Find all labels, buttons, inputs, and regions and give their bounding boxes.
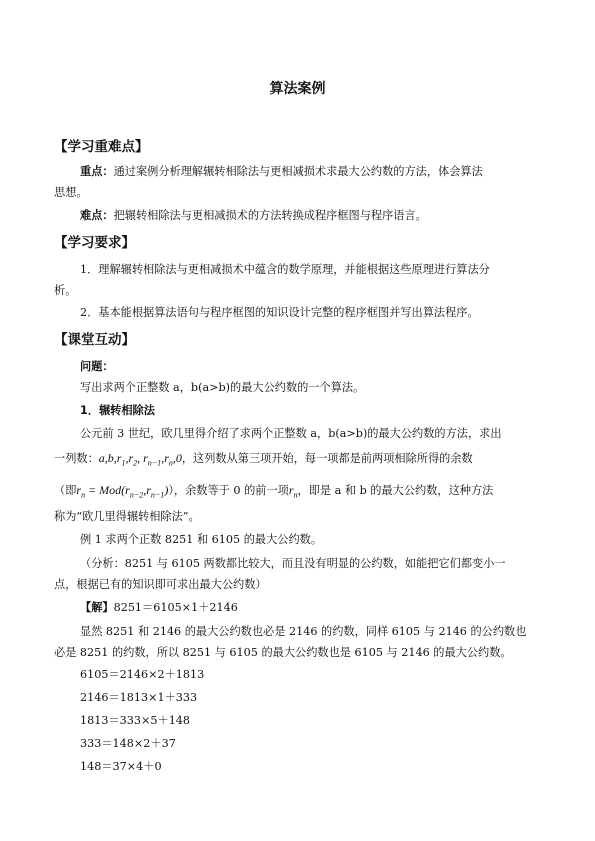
step-equation: 6105＝2146×2＋1813: [80, 668, 205, 681]
example-line: 例 1 求两个正数 8251 和 6105 的最大公约数。: [80, 533, 323, 546]
mod-formula: $r_n = Mod(r_{n-2},r_{n-1})$: [76, 483, 169, 500]
paragraph-line-2: [54, 450, 473, 471]
focus-label: 重点：: [80, 165, 114, 178]
page-title: 算法案例: [269, 81, 326, 97]
formula-suffix: ，即是 a 和 b 的最大公约数，这种方法: [297, 484, 494, 497]
analysis-line-1: （分析：8251 与 6105 两数都比较大，而且没有明显的公约数，如能把它们都变小一: [80, 557, 506, 570]
paragraph-line-4: 称为“欧几里得辗转相除法”。: [54, 510, 200, 523]
difficulty-line: [80, 208, 427, 224]
section-heading-interaction: 【课堂互动】: [54, 332, 135, 348]
focus-text: 通过案例分析理解辗转相除法与更相减损术求最大公约数的方法，体会算法: [113, 165, 483, 178]
focus-line: [80, 164, 483, 180]
focus-line-2: 思想。: [54, 186, 88, 199]
analysis-line-2: 点，根据已有的知识即可求出最大公约数）: [54, 578, 267, 591]
method-heading: 1．辗转相除法: [80, 404, 155, 417]
requirement-item-2: 2．基本能根据算法语句与程序框图的知识设计完整的程序框图并写出算法程序。: [80, 306, 479, 319]
requirement-item-1: 1．理解辗转相除法与更相减损术中蕴含的数学原理，并能根据这些原理进行算法分: [80, 263, 490, 276]
step-equation: 148＝37×4＋0: [80, 760, 162, 773]
section-heading-key-points: 【学习重难点】: [54, 139, 149, 155]
requirement-item-1-cont: 析。: [54, 284, 77, 297]
solution-line: [80, 600, 238, 616]
step-equation: 2146＝1813×1＋333: [80, 691, 198, 704]
sequence-prefix: 一列数：: [54, 452, 99, 465]
step-equation: 333＝148×2＋37: [80, 737, 176, 750]
paragraph-line-1: 公元前 3 世纪，欧几里得介绍了求两个正整数 a，b(a>b)的最大公约数的方法，求出: [80, 427, 502, 440]
solution-equation: 8251＝6105×1＋2146: [113, 601, 238, 614]
obvious-line-2: 必是 8251 的约数，所以 8251 与 6105 的最大公约数也是 6105 与 2146 的最大公约数。: [54, 646, 512, 659]
obvious-line-1: 显然 8251 和 2146 的最大公约数也必是 2146 的约数，同样 6105 与 2146 的公约数也: [80, 625, 527, 638]
rn-symbol: $r_n$: [288, 483, 298, 500]
solution-label: 【解】: [80, 601, 114, 614]
question-text: 写出求两个正整数 a，b(a>b)的最大公约数的一个算法。: [80, 381, 365, 394]
formula-mid: ），余数等于 0 的前一项: [168, 484, 289, 497]
difficulty-text: 把辗转相除法与更相减损术的方法转换成程序框图与程序语言。: [113, 209, 427, 222]
sequence-suffix: ，这列数从第三项开始，每一项都是前两项相除所得的余数: [181, 452, 473, 465]
paragraph-line-3: [54, 482, 493, 503]
section-heading-requirements: 【学习要求】: [54, 235, 135, 251]
question-label: 问题：: [80, 360, 114, 373]
formula-prefix: （即: [54, 484, 77, 497]
sequence-formula: $a,b,r_1,r_2$, $r_{n-1},r_n,0$: [98, 451, 182, 468]
step-equation: 1813＝333×5＋148: [80, 714, 191, 727]
difficulty-label: 难点：: [80, 209, 114, 222]
